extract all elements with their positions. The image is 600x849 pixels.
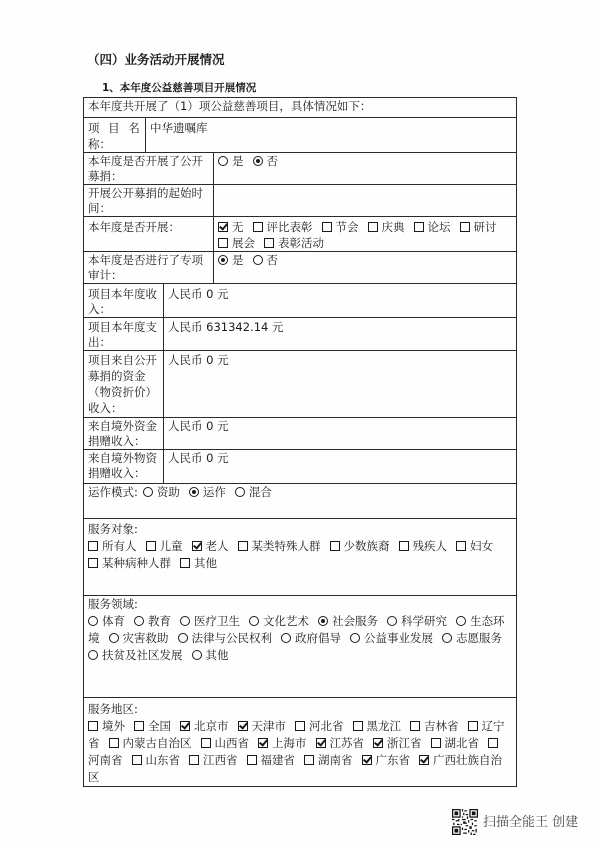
service-targets-option-label: 所有人 [102,539,137,553]
checkbox-checked-icon [373,738,383,748]
service-areas-label: 服务地区: [88,702,138,716]
service-targets-option [88,556,171,570]
radio-empty-icon [134,616,144,626]
overseas-goods-label: 来自境外物资捐赠收入： [84,450,164,484]
service-areas-option [353,719,402,733]
checkbox-empty-icon [88,558,98,568]
checkbox-empty-icon [88,721,98,731]
public-fundraising-option [253,154,279,168]
service-fields-option-label: 扶贫及社区发展 [102,648,183,662]
overseas-goods-value: 人民币 0 元 [164,450,517,484]
operation-mode-cell [84,484,517,519]
service-areas-option-label: 福建省 [260,753,295,767]
special-audit-option-label: 否 [266,253,278,267]
service-areas-option-label: 河北省 [309,719,344,733]
service-areas-options [88,718,512,786]
activities-option [322,220,359,234]
service-areas-option-label: 境外 [102,719,125,733]
service-fields-option [88,648,183,662]
service-areas-option [410,719,459,733]
service-fields-option [88,614,125,628]
checkbox-empty-icon [330,541,340,551]
service-areas-option-label: 江苏省 [329,736,364,750]
fundraising-start-value [214,185,517,217]
activities-option-label: 展会 [232,236,255,250]
checkbox-empty-icon [253,222,263,232]
service-fields-option-label: 医疗卫生 [194,614,240,628]
operation-mode-option [143,485,180,499]
activities-option-label: 论坛 [427,220,451,234]
radio-empty-icon [143,487,153,497]
activities-option-label: 无 [232,220,244,234]
radio-empty-icon [88,650,98,660]
service-fields-option-label: 公益事业发展 [364,631,433,645]
radio-empty-icon [218,156,228,166]
service-areas-option-label: 山东省 [145,753,180,767]
service-fields-option-label: 灾害救助 [122,631,169,645]
service-targets-option-label: 某种病种人群 [102,556,171,570]
public-fundraising-row [84,153,517,185]
activities-option-label: 节会 [335,220,359,234]
service-areas-option-label: 北京市 [194,719,229,733]
overseas-funds-value: 人民币 0 元 [164,418,517,450]
checkbox-empty-icon [201,738,211,748]
service-targets-label: 服务对象: [88,522,138,536]
activities-option [253,220,313,234]
service-areas-option [362,753,411,767]
operation-mode-options [143,485,281,499]
public-fundraising-income-row [84,351,517,418]
public-fundraising-option-label: 是 [232,154,244,168]
service-areas-option [238,719,287,733]
service-fields-option [249,614,309,628]
service-targets-option-label: 残疾人 [412,539,447,553]
checkbox-empty-icon [410,721,420,731]
service-fields-option [387,614,447,628]
operation-mode-option [189,485,226,499]
radio-empty-icon [180,616,190,626]
checkbox-empty-icon [264,238,274,248]
service-fields-row [84,596,517,698]
service-targets-option [180,556,217,570]
special-audit-option-label: 是 [232,253,244,267]
service-targets-option [238,539,321,553]
service-fields-option [318,614,378,628]
service-targets-option [192,539,229,553]
service-targets-option [88,539,137,553]
activities-option-label: 庆典 [381,220,405,234]
checkbox-empty-icon [189,755,199,765]
service-targets-row [84,519,517,596]
radio-empty-icon [387,616,397,626]
checkbox-empty-icon [304,755,314,765]
service-areas-option-label: 广西壮族自治区 [88,753,502,784]
activities-option [368,220,405,234]
service-fields-option-label: 科学研究 [401,614,447,628]
service-targets-cell [84,519,517,596]
checkbox-empty-icon [456,541,466,551]
service-areas-row [84,698,517,787]
checkbox-empty-icon [180,558,190,568]
special-audit-option [218,253,244,267]
checkbox-checked-icon [238,721,248,731]
service-areas-option-label: 江西省 [203,753,238,767]
service-targets-option [399,539,448,553]
service-areas-option [247,753,296,767]
service-fields-option-label: 志愿服务 [456,631,502,645]
service-areas-option-label: 吉林省 [424,719,459,733]
checkbox-empty-icon [488,738,498,748]
checkbox-checked-icon [192,541,202,551]
checkbox-checked-icon [180,721,190,731]
checkbox-empty-icon [414,222,424,232]
service-fields-option-label: 教育 [148,614,171,628]
public-fundraising-income-label: 项目来自公开募捐的资金（物资折价）收入： [84,351,164,418]
checkbox-empty-icon [109,738,119,748]
scanner-watermark: 扫描全能王 创建 [483,815,579,830]
service-fields-cell [84,596,517,698]
service-targets-option-label: 儿童 [159,539,183,553]
service-fields-option [281,631,341,645]
income-label: 项目本年度收入： [84,284,164,318]
radio-empty-icon [192,650,202,660]
service-targets-options [88,538,512,572]
service-fields-option [178,631,273,645]
service-areas-option [134,719,171,733]
radio-selected-icon [189,487,199,497]
service-areas-option-label: 河南省 [88,753,123,767]
activities-options [214,217,517,252]
service-areas-option [132,753,181,767]
service-targets-option-label: 其他 [194,556,217,570]
checkbox-empty-icon [218,238,228,248]
operation-mode-option [235,485,272,499]
service-fields-option [109,631,169,645]
public-fundraising-label: 本年度是否开展了公开募捐： [84,153,214,185]
fundraising-start-row [84,185,517,217]
public-fundraising-income-value: 人民币 0 元 [164,351,517,418]
expenditure-row [84,318,517,351]
activities-option-label: 评比表彰 [266,220,313,234]
checkbox-checked-icon [316,738,326,748]
activities-option [414,220,451,234]
service-fields-option-label: 体育 [102,614,125,628]
service-areas-option-label: 湖南省 [318,753,353,767]
radio-empty-icon [109,633,119,643]
service-targets-option [456,539,493,553]
public-fundraising-option-label: 否 [266,154,278,168]
service-areas-option-label: 天津市 [251,719,286,733]
checkbox-checked-icon [258,738,268,748]
service-targets-option [146,539,183,553]
radio-empty-icon [235,487,245,497]
operation-mode-option-label: 混合 [248,485,272,499]
special-audit-label: 本年度是否进行了专项审计： [84,252,214,284]
service-areas-cell [84,698,517,787]
section-title: （四）业务活动开展情况 [87,52,225,67]
service-areas-option [189,753,238,767]
special-audit-options [214,252,517,284]
service-targets-option [330,539,390,553]
radio-empty-icon [281,633,291,643]
service-fields-label: 服务领域: [88,597,138,611]
service-areas-option [201,736,250,750]
service-areas-option [304,753,353,767]
operation-mode-label: 运作模式: [88,485,138,499]
overseas-goods-row [84,450,517,484]
service-fields-option-label: 法律与公民权利 [191,631,272,645]
radio-empty-icon [178,633,188,643]
service-areas-option-label: 辽宁省 [88,719,505,750]
overseas-funds-row [84,418,517,450]
fundraising-start-label: 开展公开募捐的起始时间： [84,185,214,217]
radio-empty-icon [249,616,259,626]
service-areas-option-label: 黑龙江 [366,719,401,733]
service-fields-options [88,613,512,664]
intro-text: 本年度共开展了（1）项公益慈善项目，具体情况如下： [84,98,517,118]
service-targets-option-label: 某类特殊人群 [251,539,321,553]
service-areas-option [180,719,229,733]
operation-mode-option-label: 运作 [202,485,226,499]
service-areas-option [258,736,307,750]
activities-option [218,236,255,250]
service-areas-option [431,736,480,750]
service-areas-option-label: 湖北省 [444,736,479,750]
checkbox-empty-icon [134,721,144,731]
radio-empty-icon [442,633,452,643]
checkbox-checked-icon [218,222,228,232]
checkbox-empty-icon [295,721,305,731]
checkbox-empty-icon [431,738,441,748]
radio-empty-icon [88,616,98,626]
service-targets-option-label: 妇女 [470,539,493,553]
service-areas-option-label: 全国 [148,719,171,733]
service-areas-option [373,736,422,750]
operation-mode-row [84,484,517,519]
checkbox-empty-icon [146,541,156,551]
service-fields-option-label: 政府倡导 [295,631,341,645]
expenditure-value: 人民币 631342.14 元 [164,318,517,351]
service-fields-option-label: 生态环境 [88,614,505,645]
checkbox-empty-icon [399,541,409,551]
service-areas-option-label: 广东省 [375,753,410,767]
service-fields-option-label: 文化艺术 [263,614,309,628]
checkbox-empty-icon [132,755,142,765]
service-areas-option-label: 山西省 [214,736,249,750]
service-fields-option [192,648,229,662]
activities-label: 本年度是否开展： [84,217,214,252]
service-areas-option-label: 内蒙古自治区 [122,736,192,750]
operation-mode-option-label: 资助 [156,485,180,499]
checkbox-empty-icon [353,721,363,731]
radio-empty-icon [350,633,360,643]
checkbox-checked-icon [362,755,372,765]
radio-selected-icon [218,255,228,265]
checkbox-empty-icon [460,222,470,232]
intro-row [84,98,517,118]
service-fields-option [350,631,433,645]
project-name-row [84,118,517,153]
activities-option [264,236,324,250]
service-areas-option-label: 浙江省 [387,736,422,750]
radio-empty-icon [456,616,466,626]
activities-row [84,217,517,252]
service-areas-option [316,736,365,750]
checkbox-checked-icon [419,755,429,765]
project-table [83,97,517,787]
income-value: 人民币 0 元 [164,284,517,318]
service-targets-option-label: 老人 [205,539,229,553]
service-fields-option [134,614,171,628]
expenditure-label: 项目本年度支出： [84,318,164,351]
service-fields-option [442,631,502,645]
activities-option [460,220,497,234]
radio-empty-icon [253,255,263,265]
service-targets-option-label: 少数族裔 [343,539,390,553]
subsection-title: 1、本年度公益慈善项目开展情况 [102,82,257,94]
activities-option [218,220,244,234]
project-name-value: 中华遗嘱库 [146,118,517,153]
service-fields-option-label: 社会服务 [332,614,378,628]
project-name-label: 项 目 名 称： [84,118,146,153]
overseas-funds-label: 来自境外资金捐赠收入： [84,418,164,450]
public-fundraising-options [214,153,517,185]
radio-selected-icon [318,616,328,626]
public-fundraising-option [218,154,244,168]
checkbox-empty-icon [468,721,478,731]
service-fields-option-label: 其他 [205,648,229,662]
special-audit-option [253,253,279,267]
activities-option-label: 表彰活动 [278,236,324,250]
checkbox-empty-icon [247,755,257,765]
income-row [84,284,517,318]
checkbox-empty-icon [88,541,98,551]
radio-selected-icon [253,156,263,166]
service-areas-option [109,736,192,750]
checkbox-empty-icon [238,541,248,551]
service-fields-option [180,614,240,628]
checkbox-empty-icon [368,222,378,232]
special-audit-row [84,252,517,284]
service-areas-option-label: 上海市 [272,736,307,750]
service-areas-option [295,719,344,733]
service-areas-option [88,719,125,733]
activities-option-label: 研讨 [473,220,497,234]
qr-code-icon [452,809,478,835]
checkbox-empty-icon [322,222,332,232]
